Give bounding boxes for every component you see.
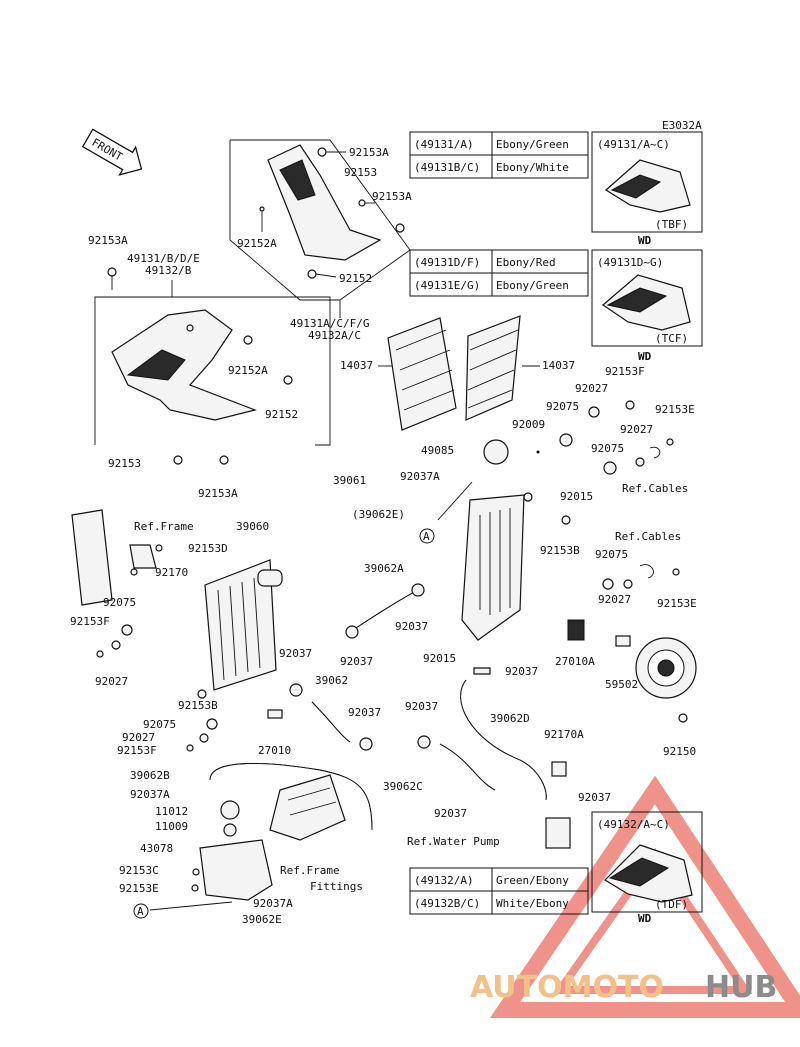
inset-title: (49131/A~C): [597, 138, 670, 151]
part-label: 92015: [560, 490, 594, 503]
table-cell: Green/Ebony: [496, 874, 569, 887]
part-label: 92152: [265, 408, 299, 421]
part-label: 92027: [95, 675, 129, 688]
part-label: 92170: [155, 566, 189, 579]
part-label: 92153: [344, 166, 378, 179]
table-cell: Ebony/Green: [496, 138, 569, 151]
part-label: 92170A: [544, 728, 584, 741]
part-label: 11009: [155, 820, 189, 833]
part-label: 92153A: [372, 190, 412, 203]
part-label: 39061: [333, 474, 367, 487]
part-label: 39062D: [490, 712, 530, 725]
part-label: 92152: [339, 272, 373, 285]
part-label: 92153B: [178, 699, 218, 712]
part-label: 92075: [591, 442, 625, 455]
part-label: 92037: [405, 700, 439, 713]
part-label: 27010: [258, 744, 292, 757]
part-label: 92150: [663, 745, 697, 758]
shroud-top-group: [230, 140, 410, 318]
radiator-right: [462, 440, 584, 674]
part-label: 92027: [575, 382, 609, 395]
part-label: 92027: [620, 423, 654, 436]
part-label: 92153B: [540, 544, 580, 557]
inset-note: WD: [638, 912, 652, 925]
part-label: 92153C: [119, 864, 159, 877]
part-label: 92075: [143, 718, 177, 731]
table-cell: Ebony/White: [496, 161, 569, 174]
part-label: 92153E: [119, 882, 159, 895]
part-label: 11012: [155, 805, 189, 818]
part-label: 92153F: [117, 744, 157, 757]
part-label: 49132/B: [145, 264, 192, 277]
table-cell: White/Ebony: [496, 897, 569, 910]
front-arrow-icon: [80, 124, 150, 183]
part-label: 92037: [505, 665, 539, 678]
table-cell: (49131B/C): [414, 161, 481, 174]
part-label: 49131A/C/F/G: [290, 317, 370, 330]
part-label: 14037: [340, 359, 374, 372]
table-cell: (49132/A): [414, 874, 474, 887]
part-label: Ref.Water Pump: [407, 835, 500, 848]
inset-variant: (TBF): [655, 218, 689, 231]
part-label: Ref.Frame: [134, 520, 194, 533]
callout-a: A: [137, 905, 144, 918]
table-cell: (49131/A): [414, 138, 474, 151]
part-label: 92037: [578, 791, 612, 804]
part-label: Ref.Frame: [280, 864, 340, 877]
part-label: Fittings: [310, 880, 363, 893]
part-label: 27010A: [555, 655, 595, 668]
part-label: 92153A: [349, 146, 389, 159]
part-label: 92075: [595, 548, 629, 561]
color-table-middle: [410, 250, 588, 296]
part-label: 92152A: [237, 237, 277, 250]
table-cell: (49131D/F): [414, 256, 481, 269]
part-label: 92015: [423, 652, 457, 665]
part-label: 14037: [542, 359, 576, 372]
part-label: 59502: [605, 678, 639, 691]
part-label: 39062: [315, 674, 349, 687]
radiator-left: [205, 560, 282, 690]
part-label: 92153F: [70, 615, 110, 628]
part-label: 92037: [340, 655, 374, 668]
part-label: 92037: [434, 807, 468, 820]
part-label: 92037: [395, 620, 429, 633]
part-label: 92009: [512, 418, 546, 431]
part-label: 39060: [236, 520, 270, 533]
part-label: 92153F: [605, 365, 645, 378]
color-table-top: [410, 132, 588, 178]
part-label: Ref.Cables: [615, 530, 682, 543]
part-label: 39062C: [383, 780, 423, 793]
inset-variant: (TCF): [655, 332, 689, 345]
part-label: 92037: [348, 706, 382, 719]
callout-a: A: [423, 530, 430, 543]
part-label: 43078: [140, 842, 174, 855]
watermark-automoto: AUTOMOTO: [470, 970, 664, 1005]
diagram-code: E3032A: [662, 119, 702, 132]
part-label: 39062A: [364, 562, 404, 575]
part-label: 92152A: [228, 364, 268, 377]
part-label: 92153A: [88, 234, 128, 247]
part-label: 92153E: [655, 403, 695, 416]
part-label: 49132A/C: [308, 329, 361, 342]
part-label: 92153D: [188, 542, 228, 555]
watermark-hub: HUB: [705, 970, 778, 1005]
part-label: 92075: [103, 596, 137, 609]
inset-tcf: [592, 250, 702, 363]
part-label: 92027: [598, 593, 632, 606]
inset-tbf: [592, 132, 702, 247]
part-label: 39062E: [242, 913, 282, 926]
table-cell: Ebony/Green: [496, 279, 569, 292]
part-label: 92027: [122, 731, 156, 744]
inset-note: WD: [638, 350, 652, 363]
color-table-bottom: [410, 868, 588, 914]
front-label: FRONT: [89, 135, 125, 164]
part-label: 49085: [421, 444, 455, 457]
part-label: 92037: [279, 647, 313, 660]
part-label: 92037A: [400, 470, 440, 483]
part-label: (39062E): [352, 508, 405, 521]
part-label: Ref.Cables: [622, 482, 689, 495]
inset-note: WD: [638, 234, 652, 247]
table-cell: Ebony/Red: [496, 256, 556, 269]
part-label: 92075: [546, 400, 580, 413]
radiator-guard-left: [388, 318, 456, 430]
inset-title: (49132/A~C): [597, 818, 670, 831]
shroud-left-group: [95, 268, 330, 464]
part-label: 92153A: [198, 487, 238, 500]
table-cell: (49132B/C): [414, 897, 481, 910]
part-label: 92037A: [130, 788, 170, 801]
part-label: 49131/B/D/E: [127, 252, 200, 265]
inset-variant: (TDF): [655, 898, 689, 911]
radiator-guard-right: [466, 316, 520, 420]
inset-title: (49131D~G): [597, 256, 664, 269]
part-label: 92153: [108, 457, 142, 470]
table-cell: (49131E/G): [414, 279, 481, 292]
part-label: 92153E: [657, 597, 697, 610]
part-label: 92037A: [253, 897, 293, 910]
part-label: 39062B: [130, 769, 170, 782]
